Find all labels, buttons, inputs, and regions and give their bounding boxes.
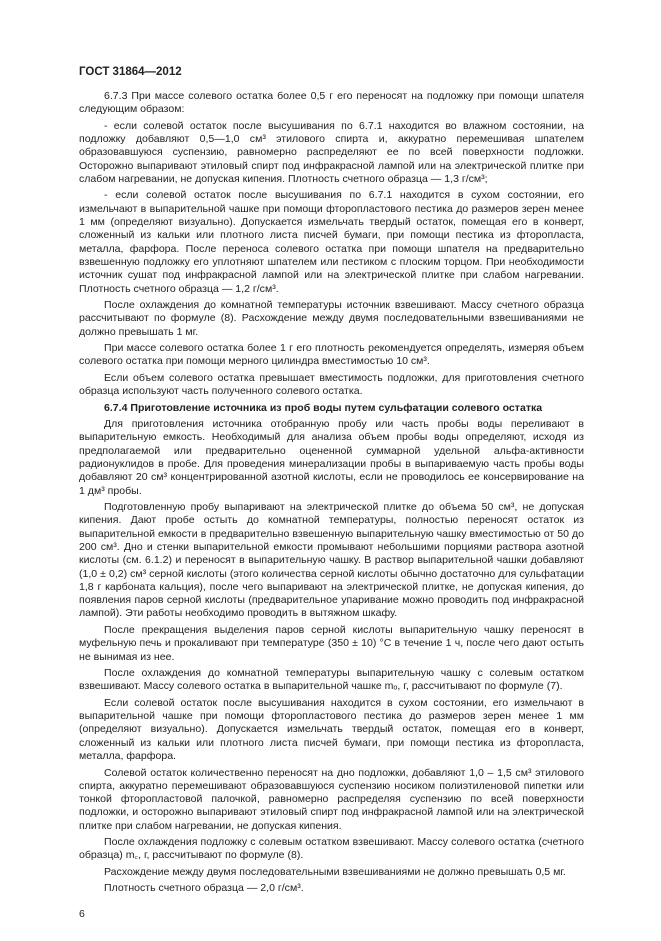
paragraph: После прекращения выделения паров серной кислоты выпарительную чашку переносят в муфельную печь и прокаливают при температуре (350 ± 10) °С в течение 1 ч, после чего дают остыть не вынимая из нее. xyxy=(79,623,584,663)
paragraph: Если солевой остаток после высушивания находится в сухом состоянии, его измельчают в выпарительной чашке при помощи фторопластового пестика до размеров зерен менее 1 мм (определяют визуально). Допускается измельчать твердый остаток, помещая его в конверт, сложенный из кальки или плотного листа писчей бумаги, при помощи пестика из фторопласта, металла, фарфора. xyxy=(79,696,584,763)
paragraph: Плотность счетного образца — 2,0 г/см³. xyxy=(104,882,304,895)
section-heading: 6.7.4 Приготовление источника из проб воды путем сульфатации солевого остатка xyxy=(104,401,543,414)
paragraph: Расхождение между двумя последовательными взвешиваниями не должно превышать 0,5 мг. xyxy=(104,865,566,878)
paragraph: Если объем солевого остатка превышает вместимость подложки, для приготовления счетного образца используют часть полученного солевого остатка. xyxy=(79,371,584,398)
paragraph: После охлаждения подложку с солевым остатком взвешивают. Массу солевого остатка (счетного образца) m꜀, г, рассчитывают по формуле (8). xyxy=(79,836,584,862)
paragraph: 6.7.3 При массе солевого остатка более 0,5 г его переносят на подложку при помощи шпателя следующим образом: xyxy=(79,90,584,116)
paragraph: Для приготовления источника отобранную пробу или часть пробы воды переливают в выпарительную емкость. Необходимый для анализа объем пробы воды определяют, исходя из предполагаемой или предварительно оцененной суммарной удельной альфа-активности радионуклидов в пробе. Для проведения минерализации пробы в выпариваемую часть пробы воды добавляют 20 см³ концентрированной азотной кислоты, если не проводилось ее консервирование на 1 дм³ пробы. xyxy=(79,418,584,497)
page-number: 6 xyxy=(79,907,85,920)
paragraph: Подготовленную пробу выпаривают на электрической плитке до объема 50 см³, не допуская кипения. Дают пробе остыть до комнатной температуры, полностью переносят остаток из выпарительной емкости в предварительно взвешенную выпарительную чашку вместимостью от 50 до 200 см³. Дно и стенки выпарительной емкости промывают небольшими порциями раствора азотной кислоты (см. 6.1.2) и переносят в выпарительную чашку. В раствор выпарительной чашки добавляют (1,0 ± 0,2) см³ серной кислоты (этого количества серной кислоты обычно достаточно для сульфатации 1,8 г карбоната кальция), после чего выпаривают на электрической плитке, не допуская кипения, до появления паров серной кислоты (предварительное упаривание можно проводить под инфракрасной лампой). Эти работы необходимо проводить в вытяжном шкафу. xyxy=(79,501,584,620)
paragraph: - если солевой остаток после высушивания по 6.7.1 находится в сухом состоянии, его измельчают в выпарительной чашке при помощи фторопластового пестика до размеров зерен менее 1 мм (определяют визуально). Допускается измельчать твердый остаток, помещая его в конверт, сложенный из кальки или плотного листа писчей бумаги, при помощи пестика из фторопласта, металла, фарфора. После переноса солевого остатка при помощи шпателя на предварительно взвешенную подложку его уплотняют шпателем или пестиком с плоским торцом. При необходимости источник сушат под инфракрасной лампой или на электрической плитке при слабом нагревании. Плотность счетного образца — 1,2 г/см³. xyxy=(79,189,584,295)
paragraph: При массе солевого остатка более 1 г его плотность рекомендуется определять, измеряя объем солевого остатка при помощи мерного цилиндра вместимостью 10 см³. xyxy=(79,342,584,368)
paragraph: Солевой остаток количественно переносят на дно подложки, добавляют 1,0 – 1,5 см³ этилового спирта, аккуратно перемешивают образовавшуюся суспензию носиком полиэтиленовой пипетки или тонкой фторопластовой палочкой, равномерно распределяя суспензию по всей поверхности подложки, и осторожно выпаривают этиловый спирт под инфракрасной лампой или на электрической плитке при слабом нагревании, не допуская кипения. xyxy=(79,766,584,832)
paragraph: После охлаждения до комнатной температуры выпарительную чашку с солевым остатком взвешивают. Массу солевого остатка в выпарительной чашке mₒ, г, рассчитывают по формуле (7). xyxy=(79,667,584,693)
document-body xyxy=(79,90,584,896)
paragraph: После охлаждения до комнатной температуры источник взвешивают. Массу счетного образца рассчитывают по формуле (8). Расхождение между двумя последовательными взвешиваниями не должно превышать 1 мг. xyxy=(79,299,584,338)
paragraph: - если солевой остаток после высушивания по 6.7.1 находится во влажном состоянии, на подложку добавляют 0,5—1,0 см³ этилового спирта и, аккуратно перемешивая шпателем образовавшуюся суспензию, равномерно распределяют ее по всей поверхности подложки. Осторожно выпаривают этиловый спирт под инфракрасной лампой или на электрической плитке при слабом нагревании, не допуская кипения. Плотность счетного образца — 1,3 г/см³; xyxy=(79,119,584,185)
document-header: ГОСТ 31864—2012 xyxy=(79,66,182,78)
